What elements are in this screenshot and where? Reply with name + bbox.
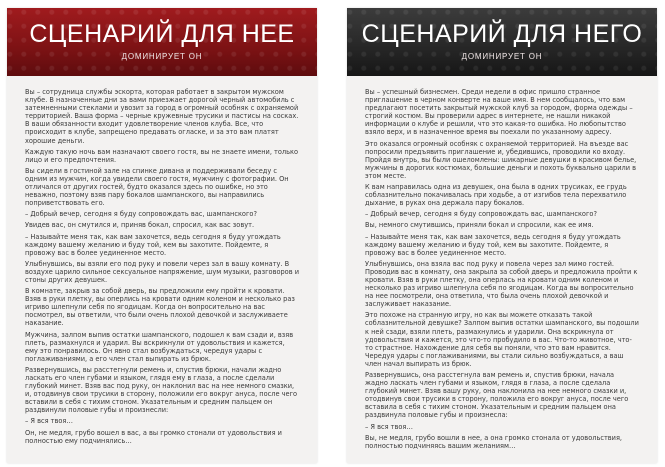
paragraph: Мужчина, залпом выпив остатки шампанского, подошел к вам сзади и, взяв плеть, размахнулся и ударил. Вы вскрикнули от удовольствия и кажется, ему это понравилось. Он явно стал возбуждаться, чередуя удары с поглаживаниями, а его член стал выпирать из брюк. [25,330,294,363]
panel-subtitle: ДОМИНИРУЕТ ОН [461,52,543,61]
scenario-text [365,88,639,453]
red-velvet-header [7,8,317,76]
scenario-for-her-panel [7,8,317,463]
paragraph: – Я вся твоя… [365,422,413,431]
paragraph: – Я вся твоя… [25,417,73,426]
scenario-text [25,88,299,448]
paragraph: Это похоже на странную игру, но как вы можете отказать такой соблазнительной девушке? Залпом выпив остатки шампанского, вы подошли к ней сзади, взяли плеть, размахнулись и ударили. Она вскрикнула от удовольствия и кажется, это что-то пробудило в вас. Что-то животное, что-то страстное. Нахождение для себя вы поняли, что это вам нравится. Чередуя удары с поглаживаниями, вы стали сильно возбуждаться, а ваш член начал выпирать из брюк. [365,311,639,368]
paragraph: Каждую такую ночь вам назначают своего гостя, вы не знаете имени, только лицо и его предпочтения. [25,147,299,164]
paragraph: Вы сидели в гостиной зале на спинке дивана и поддерживали беседу с одним из мужчин, когда увидели своего гостя, мужчину с фотографии. Он отличался от других гостей, будто оказался здесь по ошибке, но это неважно, поэтому взяв пару бокалов шампанского, вы направились поприветствовать его. [25,166,289,208]
paragraph: Это оказался огромный особняк с охраняемой территорией. На въезде вас попросили предъявить приглашение и, убедившись, проводили ко входу. Пройдя внутрь, вы были ошеломлены: шикарные девушки в красивом белье, мужчины в дорогих костюмах, большие деньги и похоть буквально царили в этом месте. [365,139,637,180]
paragraph: К вам направилась одна из девушек, она была в одних трусиках, ее грудь соблазнительно покачивалась при ходьбе, а от изгибов тела перехватило дыхание, в руках она держала пару бокалов. [365,183,627,208]
paragraph: Вы, не медля, грубо вошли в нее, а она громко стонала от удовольствия, полностью подчиняясь вашим желаниям… [365,433,623,450]
paragraph: Вы, немного смутившись, приняли бокал и спросили, как ее имя. [365,221,594,230]
paragraph: Вы – успешный бизнесмен. Среди недели в офис пришло странное приглашение в черном конверте на ваше имя. В нем сообщалось, что вам предлагают посетить закрытый мужской клуб за городом, форма одежды – строгий костюм. Вы проверили адрес в интернете, не нашли никакой информации о клубе и решили, что это какая-то ошибка. Но любопытство взяло верх, и в назначенное время вы поехали по указанному адресу. [365,88,633,137]
panel-title: СЦЕНАРИЙ ДЛЯ НЕГО [361,20,643,48]
scenario-for-him-panel [347,8,657,463]
paragraph: Улыбнувшись, вы взяли его под руку и повели через зал в вашу комнату. В воздухе царило сильное сексуальное напряжение, шум музыки, разговоров и стоны других девушек. [25,259,299,284]
paragraph: Увидев вас, он смутился и, приняв бокал, спросил, как вас зовут. [25,221,255,230]
paragraph: В комнате, закрыв за собой дверь, вы предложили ему пройти к кровати. Взяв в руки плетку, вы оперлись на кровати одним коленом и несколько раз игриво шлепнули себя по ягодицам. Когда он вопросительно на вас посмотрел, вы ответили, что были очень плохой девочкой и заслуживаете наказание. [25,287,295,328]
paragraph: Улыбнувшись, она взяла вас под руку и повела через зал мимо гостей. Проводив вас в комнату, она закрыла за собой дверь и предложила пройти к кровати. Взяв в руки плетку, она оперлась на кровати одним коленом и несколько раз игриво шлепнула себя по ягодицам. Когда вы вопросительно на нее посмотрели, она ответила, что была очень плохой девочкой и заслуживает наказание. [365,259,638,309]
paragraph: – Называйте меня так, как вам захочется, ведь сегодня я буду угождать каждому вашему желанию и буду той, кем вы захотите. Пойдемте, я провожу вас в более уединенное место. [25,232,281,257]
paragraph: Вы – сотрудница службы эскорта, которая работает в закрытом мужском клубе. В назначенные дни за вами приезжает дорогой черный автомобиль с затемненными стеклами и увозит за город в огромный особняк с охраняемой территорией. Ваша форма – черные кружевные трусики и пастисы на сосках. В ваши обязанности входит удовлетворение членов клуба. Все, что происходит в клубе, запрещено предавать огласке, и за это вам платят хорошие деньги. [25,88,299,145]
black-velvet-header [347,8,657,76]
panel-subtitle: ДОМИНИРУЕТ ОН [121,52,203,61]
paragraph: – Добрый вечер, сегодня я буду сопровождать вас, шампанского? [365,210,597,219]
paragraph: – Добрый вечер, сегодня я буду сопровождать вас, шампанского? [25,210,257,219]
paragraph: Развернувшись, вы расстегнули ремень и, спустив брюки, начали жадно ласкать его член губами и языком, глядя ему в глаза, а после сделали глубокий минет. Взяв вас под руку, он наклонил вас на нее немного смазки, и, отодвинув свои трусики в сторону, положили его вокруг ануса, после чего вставили в себя с тихим стоном. Указательным и средним пальцем он раздвинули половые губы и произнесли: [25,365,298,415]
paragraph: Он, не медля, грубо вошел в вас, а вы громко стонали от удовольствия и полностью ему подчинялись… [25,428,282,445]
paragraph: Развернувшись, она расстегнула вам ремень и, спустив брюки, начала жадно ласкать член губами и языком, глядя в глаза, а после сделала глубокий минет. Взяв вашу руку, она наклонила на нее немного смазки и, отодвинув свои трусики в сторону, положила его вокруг ануса, после чего вставила в себя с тихим стоном. Указательным и средним пальцем она раздвинула половые губы и произнесла: [365,371,629,420]
paragraph: – Называйте меня так, как вам захочется, ведь сегодня я буду угождать каждому вашему желанию и буду той, кем вы захотите. Пойдемте, я провожу вас в более уединенное место. [365,232,621,257]
panel-title: СЦЕНАРИЙ ДЛЯ НЕЕ [29,20,295,48]
